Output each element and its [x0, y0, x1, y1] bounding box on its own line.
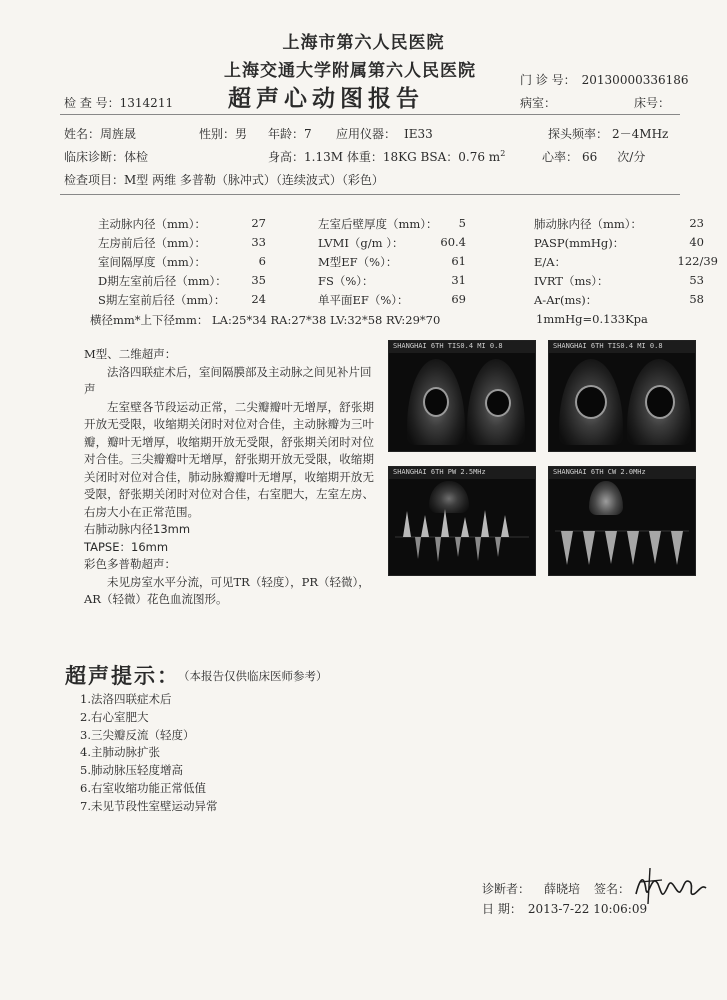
measure-label: 室间隔厚度（mm）：	[98, 255, 207, 269]
findings	[84, 346, 374, 609]
height-value: 1.13M	[304, 150, 344, 164]
summary-item: 5.肺动脉压轻度增高	[80, 763, 183, 778]
heart-rate	[542, 148, 645, 165]
clinic-number	[520, 71, 689, 88]
unit-conversion-note: 1mmHg=0.133Kpa	[536, 312, 648, 326]
doctor-label: 诊断者：	[482, 882, 531, 896]
bed-label: 床号：	[634, 96, 671, 110]
date-value: 2013-7-22 10:06:09	[527, 902, 648, 916]
summary-item: 6.右室收缩功能正常低值	[80, 780, 206, 795]
measure-label: 单平面EF（%）：	[318, 293, 409, 307]
hr-unit: 次/分	[617, 150, 646, 164]
measure-value: 69	[451, 292, 466, 306]
summary-item: 7.未见节段性室壁运动异常	[80, 798, 218, 813]
echo-image-parasternal	[388, 340, 536, 452]
doppler-image-cw	[548, 466, 696, 576]
measure-value: 53	[689, 273, 704, 287]
image-caption: SHANGHAI 6TH PW 2.5MHz	[393, 468, 486, 476]
doctor	[482, 880, 630, 897]
measure-value: 40	[689, 235, 704, 249]
device	[336, 125, 433, 142]
findings-heading-2d: M型、二维超声：	[84, 347, 177, 361]
info-rule	[60, 194, 680, 195]
findings-paragraph: 左室壁各节段运动正常，二尖瓣瓣叶无增厚，舒张期开放无受限，收缩期关闭时对位对合佳，主动脉瓣为三叶瓣，瓣叶无增厚，收缩期开放无受限，舒张期关闭时对位对合佳。三尖瓣瓣叶无增厚，舒张期开放无受限，收缩期关闭时对位对合佳，肺动脉瓣瓣叶无增厚，收缩期开放无受限，舒张期关闭时对位对合佳，右室肥大，左室左房、右房大小在正常范围。	[84, 399, 374, 519]
summary-list	[80, 691, 217, 816]
gender-value: 男	[235, 127, 248, 141]
measure-label: S期左室前后径（mm）：	[98, 293, 226, 307]
measure-value: 23	[689, 216, 704, 230]
measure-value: 60.4	[440, 235, 466, 249]
summary-heading: 超声提示：	[65, 663, 180, 688]
bsa-value: 0.76	[458, 150, 485, 164]
summary-item: 2.右心室肥大	[80, 709, 149, 724]
measure-value: 24	[251, 292, 266, 306]
findings-rpa: 右肺动脉内径13mm	[84, 522, 191, 536]
clinic-no-value: 20130000336186	[581, 73, 689, 87]
probe-frequency	[548, 125, 668, 142]
device-label: 应用仪器：	[336, 127, 397, 141]
image-caption: SHANGHAI 6TH TIS0.4 MI 0.8	[553, 342, 663, 350]
measure-label: PASP(mmHg)：	[534, 236, 625, 250]
measure-value: 122/39	[677, 254, 718, 268]
chamber-dimensions: 横径mm*上下径mm： LA:25*34 RA:27*38 LV:32*58 RV:29*70	[90, 313, 441, 327]
measure-value: 58	[689, 292, 704, 306]
report-title: 超声心动图报告	[228, 85, 424, 112]
name-label: 姓名：	[64, 127, 101, 141]
bsa-label: BSA：	[420, 150, 459, 164]
findings-paragraph: 法洛四联症术后，室间隔膜部及主动脉之间见补片回声	[84, 364, 372, 396]
clinical-diagnosis	[64, 148, 148, 165]
report-date	[482, 900, 647, 917]
exam-items: 检查项目：M型 两维 多普勒（脉冲式）（连续波式）（彩色）	[64, 173, 384, 187]
measure-label: 左房前后径（mm）：	[98, 236, 207, 250]
summary-item: 4.主肺动脉扩张	[80, 745, 160, 760]
hr-value: 66	[582, 150, 598, 164]
hospital-name: 上海市第六人民医院	[282, 33, 445, 53]
bsa-unit: m	[488, 150, 501, 164]
ward-label: 病室：	[520, 96, 557, 110]
measure-label: FS（%）：	[318, 274, 374, 288]
echo-cavity	[575, 385, 607, 419]
measure-value: 35	[251, 273, 266, 287]
exam-no-label: 检 查 号：	[64, 96, 120, 110]
clinic-no-label: 门 诊 号：	[520, 73, 576, 87]
date-label: 日 期：	[482, 902, 522, 916]
exam-number	[64, 94, 173, 111]
hospital-affiliate-name: 上海交通大学附属第六人民医院	[224, 61, 476, 81]
diagnosis-label: 临床诊断：	[64, 150, 125, 164]
summary-item: 3.三尖瓣反流（轻度）	[80, 727, 195, 742]
patient-gender	[199, 125, 247, 142]
findings-paragraph: 未见房室水平分流，可见TR（轻度），PR（轻微），AR（轻微）花色血流图形。	[84, 574, 370, 606]
age-value: 7	[304, 127, 312, 141]
measure-label: D期左室前后径（mm）：	[98, 274, 227, 288]
doppler-waveform	[395, 507, 529, 567]
echo-image-short-axis	[548, 340, 696, 452]
hr-label: 心率：	[542, 150, 579, 164]
probe-value: 2－4MHz	[612, 127, 669, 141]
echo-cavity	[485, 389, 511, 417]
patient-age	[268, 125, 312, 142]
findings-heading-doppler: 彩色多普勒超声：	[84, 557, 176, 571]
height-weight-bsa	[268, 148, 505, 165]
height-label: 身高：	[268, 150, 305, 164]
device-value: IE33	[404, 127, 433, 141]
measure-label: E/A：	[534, 255, 567, 269]
header-rule	[60, 114, 680, 115]
measure-value: 61	[451, 254, 466, 268]
echo-cavity	[645, 385, 675, 419]
weight-value: 18KG	[382, 150, 417, 164]
name-value: 周旌晟	[100, 127, 137, 141]
measure-label: 左室后壁厚度（mm）：	[318, 217, 438, 231]
measure-value: 5	[458, 216, 466, 230]
gender-label: 性别：	[199, 127, 236, 141]
doctor-name: 薛晓培	[544, 882, 581, 896]
measure-label: IVRT（ms）：	[534, 274, 609, 288]
findings-tapse: TAPSE：16mm	[84, 539, 169, 554]
weight-label: 体重：	[346, 150, 383, 164]
measure-label: M型EF（%）：	[318, 255, 398, 269]
measure-label: 主动脉内径（mm）：	[98, 217, 207, 231]
bsa-exponent: 2	[500, 149, 506, 158]
patient-name	[64, 125, 136, 142]
summary-item: 1.法洛四联症术后	[80, 692, 172, 706]
echo-cavity	[423, 387, 449, 417]
measure-value: 31	[451, 273, 466, 287]
exam-no-value: 1314211	[119, 96, 174, 110]
diagnosis-value: 体检	[124, 150, 149, 164]
measure-label: 肺动脉内径（mm）：	[534, 217, 643, 231]
age-label: 年龄：	[268, 127, 305, 141]
signature-label: 签名：	[594, 882, 631, 896]
image-caption: SHANGHAI 6TH CW 2.0MHz	[553, 468, 646, 476]
measure-label: LVMI（g/m ）：	[318, 236, 404, 250]
probe-label: 探头频率：	[548, 127, 609, 141]
summary-note: （本报告仅供临床医师参考）	[178, 669, 328, 683]
doppler-image-pw	[388, 466, 536, 576]
measure-value: 33	[251, 235, 266, 249]
measure-label: A-Ar(ms)：	[534, 293, 598, 307]
doppler-waveform	[555, 507, 689, 567]
measure-value: 6	[258, 254, 266, 268]
measure-value: 27	[251, 216, 266, 230]
image-caption: SHANGHAI 6TH TIS0.4 MI 0.8	[393, 342, 503, 350]
